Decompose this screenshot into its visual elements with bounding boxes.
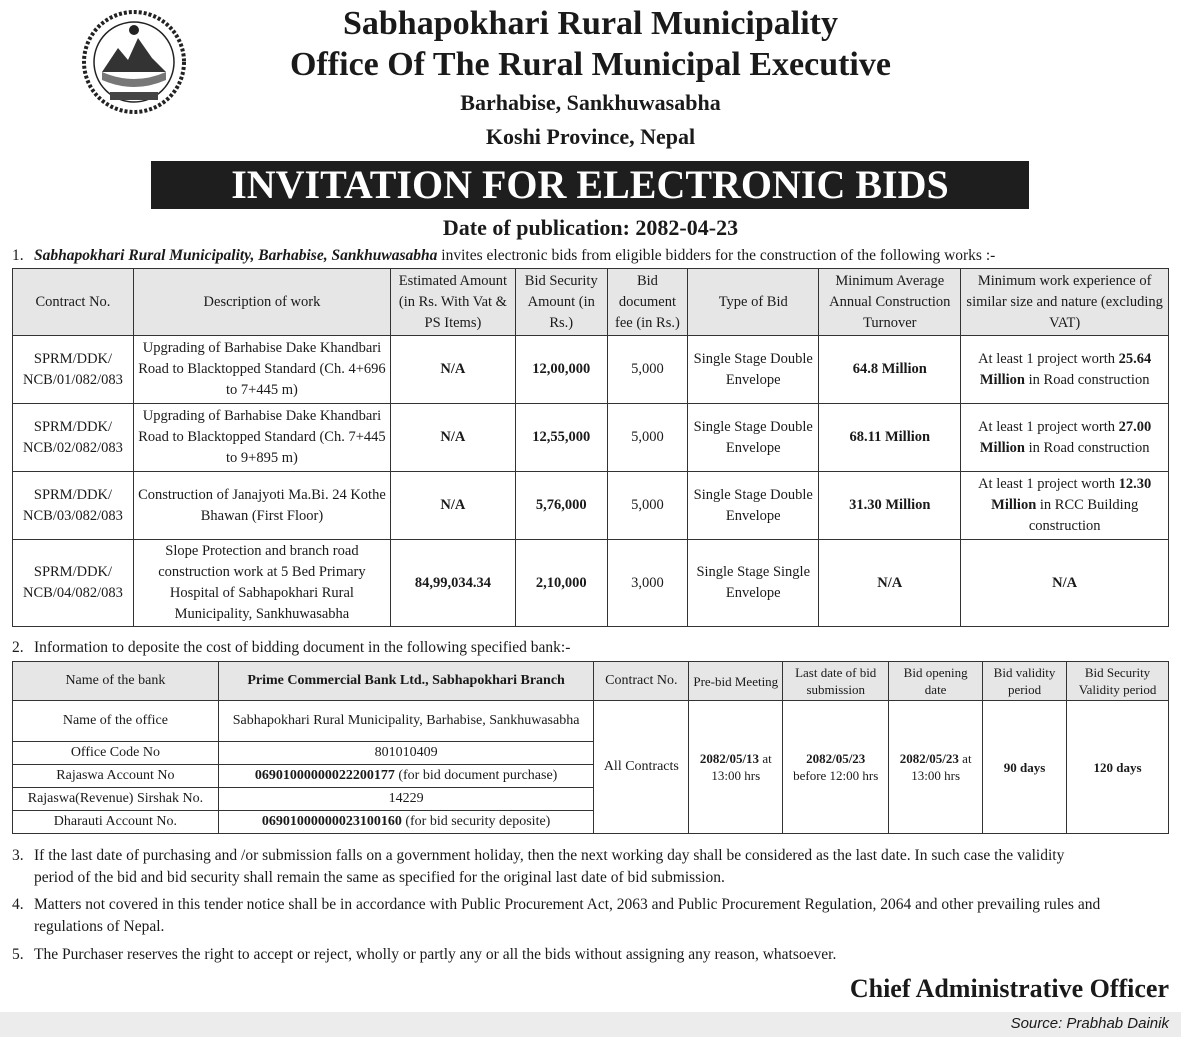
experience-amount: 25.64 Million bbox=[979, 350, 1152, 388]
estimated-amount: N/A bbox=[390, 336, 515, 404]
experience bbox=[961, 540, 1169, 627]
experience-suffix: in Road construction bbox=[1025, 439, 1150, 456]
section-2-paragraph bbox=[12, 637, 1172, 659]
note-text: The Purchaser reserves the right to accept or reject, wholly or partly any or all the bids without assigning any reason, whatsoever. bbox=[34, 946, 837, 963]
note-number: 3. bbox=[12, 847, 24, 864]
experience bbox=[961, 472, 1169, 540]
turnover: 68.11 Million bbox=[819, 404, 961, 472]
table-row bbox=[13, 472, 1169, 540]
bid-type: Single Stage Single Envelope bbox=[688, 540, 819, 627]
last-submission-value bbox=[783, 701, 889, 834]
experience-amount: 12.30 Million bbox=[991, 476, 1152, 513]
bid-security: 5,76,000 bbox=[515, 472, 607, 540]
bank-name: Prime Commercial Bank Ltd., Sabhapokhari Branch bbox=[218, 662, 594, 701]
bank-row-value-bold: 06901000000023100160 bbox=[261, 814, 402, 829]
col-estimated-amount: Estimated Amount (in Rs. With Vat & PS Items) bbox=[390, 269, 515, 336]
bank-row-value bbox=[218, 701, 594, 742]
col-turnover: Minimum Average Annual Construction Turnover bbox=[819, 269, 961, 336]
bank-row-value bbox=[218, 765, 594, 788]
prebid-date: 2082/05/13 bbox=[699, 751, 760, 766]
turnover: N/A bbox=[819, 540, 961, 627]
bank-row-value-bold: 06901000000022200177 bbox=[254, 768, 395, 783]
prebid-meeting-value bbox=[689, 701, 783, 834]
notice-banner: INVITATION FOR ELECTRONIC BIDS bbox=[151, 161, 1029, 209]
intro-paragraph bbox=[12, 245, 1172, 267]
bid-opening-time: at 13:00 hrs bbox=[911, 751, 972, 783]
col-document-fee: Bid document fee (in Rs.) bbox=[607, 269, 688, 336]
prebid-time: at 13:00 hrs bbox=[711, 751, 772, 783]
publication-date: Date of publication: 2082-04-23 bbox=[442, 215, 739, 240]
bank-row-value-text: 801010409 bbox=[374, 745, 438, 760]
col-security-validity: Bid Security Validity period bbox=[1067, 662, 1169, 701]
experience-prefix: At least 1 project worth bbox=[978, 418, 1119, 435]
experience-suffix: in Road construction bbox=[1025, 371, 1150, 388]
bank-row-value-text: (for bid security deposite) bbox=[401, 814, 551, 829]
turnover: 64.8 Million bbox=[819, 336, 961, 404]
col-contract-no: Contract No. bbox=[13, 269, 134, 336]
address-line-1: Barhabise, Sankhuwasabha bbox=[460, 90, 721, 115]
contract-no: SPRM/DDK/ NCB/04/082/083 bbox=[13, 540, 134, 627]
experience-suffix: in RCC Building construction bbox=[1028, 497, 1139, 534]
security-validity-value: 120 days bbox=[1067, 701, 1169, 834]
bank-row-value bbox=[218, 788, 594, 811]
bid-opening-value bbox=[889, 701, 983, 834]
last-submission-time: before 12:00 hrs bbox=[793, 768, 879, 783]
bank-row-label: Rajaswa Account No bbox=[13, 765, 219, 788]
bid-opening-date: 2082/05/23 bbox=[899, 751, 959, 766]
all-contracts: All Contracts bbox=[594, 701, 689, 834]
bid-security: 12,55,000 bbox=[515, 404, 607, 472]
bid-type: Single Stage Double Envelope bbox=[688, 336, 819, 404]
note-text-continued: period of the bid and bid security shall remain the same as specified for the original last date of bid submission. bbox=[34, 869, 725, 886]
col-description: Description of work bbox=[133, 269, 390, 336]
section-2-number: 2. bbox=[12, 639, 24, 656]
source-bar bbox=[0, 1012, 1181, 1037]
bank-row-label: Dharauti Account No. bbox=[13, 811, 219, 834]
turnover: 31.30 Million bbox=[819, 472, 961, 540]
experience-prefix: At least 1 project worth bbox=[978, 350, 1119, 367]
last-submission-date: 2082/05/23 bbox=[806, 751, 866, 766]
note-4 bbox=[12, 894, 1172, 938]
source-credit: Source: Prabhab Dainik bbox=[1010, 1015, 1169, 1032]
bid-type: Single Stage Double Envelope bbox=[688, 404, 819, 472]
col-experience: Minimum work experience of similar size and nature (excluding VAT) bbox=[961, 269, 1169, 336]
bank-row-value bbox=[218, 811, 594, 834]
col-bid-security: Bid Security Amount (in Rs.) bbox=[515, 269, 607, 336]
note-5 bbox=[12, 944, 1172, 966]
document-fee: 5,000 bbox=[607, 336, 688, 404]
works-table bbox=[12, 268, 1169, 627]
work-description: Construction of Janajyoti Ma.Bi. 24 Kothe Bhawan (First Floor) bbox=[133, 472, 390, 540]
col-last-submission-date: Last date of bid submission bbox=[783, 662, 889, 701]
contract-no: SPRM/DDK/ NCB/03/082/083 bbox=[13, 472, 134, 540]
signature: Chief Administrative Officer bbox=[849, 974, 1169, 1003]
bank-row-label: Name of the office bbox=[13, 701, 219, 742]
experience-amount: 27.00 Million bbox=[979, 418, 1152, 456]
bank-row-label: Rajaswa(Revenue) Sirshak No. bbox=[13, 788, 219, 811]
estimated-amount: N/A bbox=[390, 472, 515, 540]
work-description: Slope Protection and branch road construction work at 5 Bed Primary Hospital of Sabhapokhari Rural Municipality, Sankhuwasabha bbox=[133, 540, 390, 627]
works-header-row bbox=[13, 269, 1169, 336]
estimated-amount: N/A bbox=[390, 404, 515, 472]
note-number: 5. bbox=[12, 946, 24, 963]
document-fee: 3,000 bbox=[607, 540, 688, 627]
intro-text: invites electronic bids from eligible bidders for the construction of the following works :- bbox=[437, 247, 996, 264]
address-line-2: Koshi Province, Nepal bbox=[485, 124, 696, 149]
intro-number: 1. bbox=[12, 247, 24, 264]
experience-prefix: At least 1 project worth bbox=[978, 476, 1119, 492]
experience bbox=[961, 336, 1169, 404]
intro-entity: Sabhapokhari Rural Municipality, Barhabise, Sankhuwasabha bbox=[34, 247, 438, 264]
note-text-continued: regulations of Nepal. bbox=[34, 918, 165, 935]
table-row bbox=[13, 336, 1169, 404]
bank-name-label: Name of the bank bbox=[13, 662, 219, 701]
col-bid-opening-date: Bid opening date bbox=[889, 662, 983, 701]
bank-row-label: Office Code No bbox=[13, 742, 219, 765]
col-bid-type: Type of Bid bbox=[688, 269, 819, 336]
section-2-text: Information to deposite the cost of bidding document in the following specified bank:- bbox=[34, 639, 571, 656]
note-text: Matters not covered in this tender notice shall be in accordance with Public Procurement Act, 2063 and Public Procurement Regulation, 2064 and other prevailing rules and bbox=[34, 896, 1101, 913]
estimated-amount: 84,99,034.34 bbox=[390, 540, 515, 627]
note-number: 4. bbox=[12, 896, 24, 913]
col-bank-contract-no: Contract No. bbox=[594, 662, 689, 701]
table-row bbox=[13, 701, 1169, 742]
contract-no: SPRM/DDK/ NCB/02/082/083 bbox=[13, 404, 134, 472]
bank-header-row bbox=[13, 662, 1169, 701]
office-title: Office Of The Rural Municipal Executive bbox=[290, 46, 891, 83]
col-bid-validity: Bid validity period bbox=[983, 662, 1067, 701]
note-3 bbox=[12, 845, 1172, 889]
document-fee: 5,000 bbox=[607, 472, 688, 540]
bank-row-value bbox=[218, 742, 594, 765]
bid-security: 12,00,000 bbox=[515, 336, 607, 404]
col-prebid-meeting: Pre-bid Meeting bbox=[689, 662, 783, 701]
work-description: Upgrading of Barhabise Dake Khandbari Road to Blacktopped Standard (Ch. 4+696 to 7+445 m) bbox=[133, 336, 390, 404]
bank-row-value-text: Sabhapokhari Rural Municipality, Barhabise, Sankhuwasabha bbox=[232, 713, 580, 728]
experience bbox=[961, 404, 1169, 472]
note-text: If the last date of purchasing and /or submission falls on a government holiday, then the next working day shall be considered as the last date. In such case the validity bbox=[34, 847, 1065, 864]
table-row bbox=[13, 404, 1169, 472]
bank-table bbox=[12, 661, 1169, 834]
municipality-title: Sabhapokhari Rural Municipality bbox=[342, 5, 838, 42]
bank-row-value-text: (for bid document purchase) bbox=[394, 768, 558, 783]
experience-amount: N/A bbox=[1052, 574, 1078, 591]
document-fee: 5,000 bbox=[607, 404, 688, 472]
bid-type: Single Stage Double Envelope bbox=[688, 472, 819, 540]
bid-security: 2,10,000 bbox=[515, 540, 607, 627]
work-description: Upgrading of Barhabise Dake Khandbari Road to Blacktopped Standard (Ch. 7+445 to 9+895 m) bbox=[133, 404, 390, 472]
contract-no: SPRM/DDK/ NCB/01/082/083 bbox=[13, 336, 134, 404]
bid-validity-value: 90 days bbox=[983, 701, 1067, 834]
table-row bbox=[13, 540, 1169, 627]
bank-row-value-text: 14229 bbox=[388, 791, 424, 806]
